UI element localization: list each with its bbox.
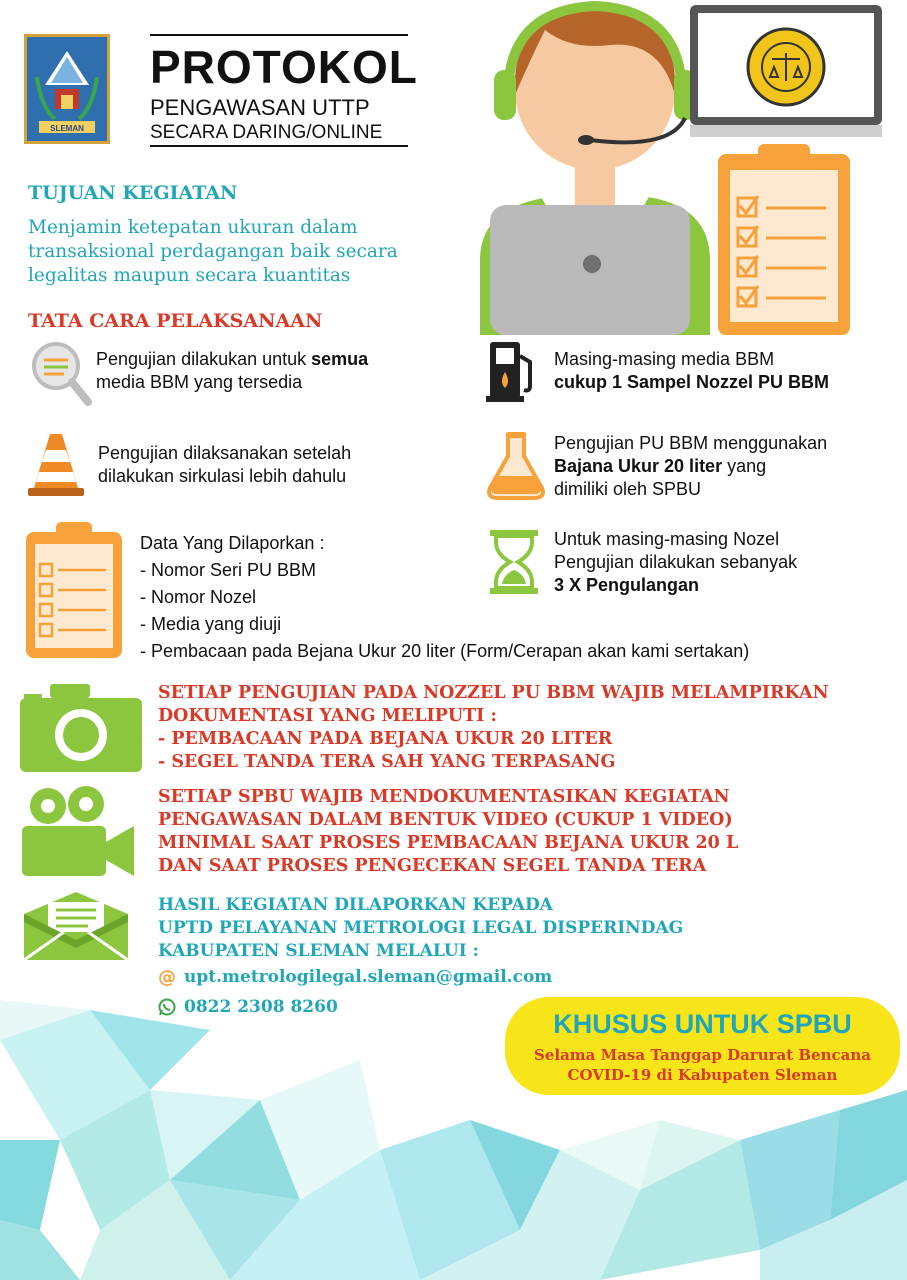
email-text: upt.metrologilegal.sleman@gmail.com — [184, 967, 553, 987]
phone-text: 0822 2308 8260 — [184, 997, 338, 1017]
at-icon: @ — [158, 966, 176, 988]
flask-icon — [484, 430, 548, 502]
clipboard-illustration — [718, 140, 850, 335]
magnifier-icon — [30, 340, 92, 406]
email-contact[interactable] — [158, 966, 552, 988]
list-item: - Media yang diuji — [140, 614, 282, 634]
header-block — [150, 34, 418, 147]
photo-notice: SETIAP PENGUJIAN PADA NOZZEL PU BBM WAJIB MELAMPIRKAN DOKUMENTASI YANG MELIPUTI : - PEMBACAAN PADA BEJANA UKUR 20 LITER - SEGEL TANDA TERA SAH YANG TERPASANG — [158, 683, 829, 772]
tata-cara-heading: TATA CARA PELAKSANAAN — [28, 310, 323, 332]
list-item: - Nomor Nozel — [140, 587, 257, 607]
badge-title: KHUSUS UNTUK SPBU — [553, 1009, 852, 1039]
page-subtitle-1: PENGAWASAN UTTP — [150, 95, 370, 120]
data-heading: Data Yang Dilaporkan : — [140, 533, 325, 553]
tujuan-text: Menjamin ketepatan ukuran dalam transaksional perdagangan baik secara legalitas maupun secara kuantitas — [28, 217, 398, 286]
phone-contact[interactable] — [158, 996, 338, 1018]
badge-line-1: Selama Masa Tanggap Darurat Bencana — [534, 1046, 871, 1064]
whatsapp-icon — [158, 998, 176, 1016]
list-item: - Pembacaan pada Bejana Ukur 20 liter (Form/Cerapan akan kami sertakan) — [140, 641, 750, 661]
tujuan-heading: TUJUAN KEGIATAN — [28, 182, 238, 204]
report-notice: HASIL KEGIATAN DILAPORKAN KEPADA UPTD PELAYANAN METROLOGI LEGAL DISPERINDAG KABUPATEN SLEMAN MELALUI : — [158, 895, 684, 961]
clipboard-icon — [26, 520, 122, 658]
fuel-pump-icon — [486, 338, 538, 402]
video-notice: SETIAP SPBU WAJIB MENDOKUMENTASIKAN KEGIATAN PENGAWASAN DALAM BENTUK VIDEO (CUKUP 1 VIDEO) MINIMAL SAAT PROSES PEMBACAAN BEJANA UKUR 20 L DAN SAAT PROSES PENGECEKAN SEGEL TANDA TERA — [158, 787, 739, 876]
video-camera-icon — [22, 784, 134, 876]
item-sampel-nozzel: Masing-masing media BBM cukup 1 Sampel Nozzel PU BBM — [554, 349, 830, 392]
page-subtitle-2: SECARA DARING/ONLINE — [150, 122, 383, 143]
badge-line-2: COVID-19 di Kabupaten Sleman — [567, 1066, 838, 1084]
page-title: PROTOKOL — [150, 41, 418, 93]
item-bejana-ukur: Pengujian PU BBM menggunakan Bajana Ukur 20 liter yang dimiliki oleh SPBU — [554, 433, 828, 499]
item-semua-media: Pengujian dilakukan untuk semua media BBM yang tersedia — [96, 349, 369, 392]
item-pengulangan: Untuk masing-masing Nozel Pengujian dilakukan sebanyak 3 X Pengulangan — [554, 529, 798, 595]
khusus-spbu-badge — [505, 997, 900, 1095]
item-sirkulasi: Pengujian dilaksanakan setelah dilakukan sirkulasi lebih dahulu — [98, 443, 352, 486]
traffic-cone-icon — [26, 430, 86, 498]
logo-label: SLEMAN — [50, 124, 84, 133]
data-dilaporkan-list — [140, 530, 900, 665]
sleman-logo — [24, 34, 110, 144]
camera-icon — [20, 684, 142, 772]
monitor-illustration — [690, 5, 882, 140]
list-item: - Nomor Seri PU BBM — [140, 560, 317, 580]
mail-icon — [24, 892, 128, 960]
